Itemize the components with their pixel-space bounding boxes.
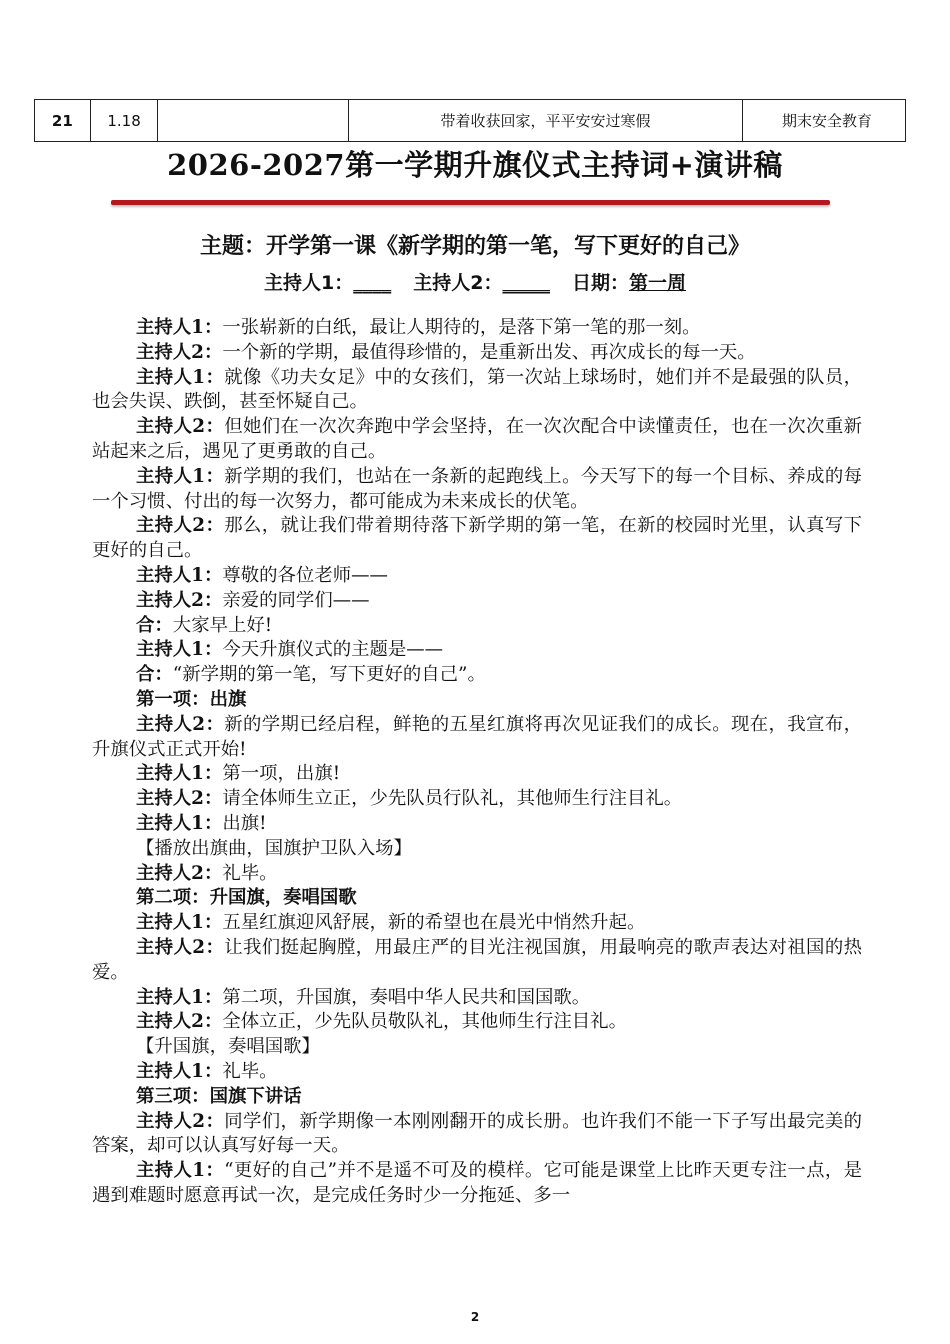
paragraph-text: 同学们，新学期像一本刚刚翻开的成长册。也许我们不能一下子写出最完美的答案，却可以认真写好每一天。 [92, 1110, 862, 1157]
script-paragraph [92, 837, 862, 862]
script-body [92, 316, 862, 1209]
speaker-label: 第二项：升国旗，奏唱国歌 [136, 887, 357, 909]
script-paragraph [92, 787, 862, 812]
paragraph-text: 一张崭新的白纸，最让人期待的，是落下第一笔的那一刻。 [222, 317, 701, 338]
speaker-label: 合： [136, 664, 173, 686]
script-paragraph [92, 514, 862, 564]
date-value: 第一周 [628, 272, 686, 294]
script-paragraph [92, 366, 862, 416]
paragraph-text: 第二项，升国旗，奏唱中华人民共和国国歌。 [222, 986, 591, 1008]
speaker-label: 主持人2： [136, 1011, 223, 1033]
speaker-label: 主持人2： [136, 515, 225, 537]
page-number: 2 [470, 1310, 480, 1324]
paragraph-text: 新学期的我们，也站在一条新的起跑线上。今天写下的每一个目标、养成的每一个习惯、付出的每一次努力，都可能成为未来成长的伏笔。 [92, 465, 862, 512]
topic-cell: 期末安全教育 [743, 100, 906, 142]
hosts-line [0, 268, 950, 295]
host1-label: 主持人1： [264, 272, 354, 294]
table-row [35, 100, 906, 142]
script-paragraph [92, 341, 862, 366]
speaker-label: 主持人1： [136, 986, 223, 1008]
paragraph-text: 尊敬的各位老师—— [222, 564, 388, 586]
script-paragraph [92, 986, 862, 1011]
script-paragraph [92, 564, 862, 589]
script-paragraph [92, 886, 862, 911]
paragraph-text: 第一项，出旗! [222, 763, 341, 785]
speaker-label: 主持人1： [136, 763, 223, 785]
script-paragraph [92, 688, 862, 713]
speaker-label: 主持人1： [136, 465, 225, 487]
speaker-label: 第三项：国旗下讲话 [136, 1085, 302, 1107]
paragraph-text: 全体立正，少先队员敬队礼，其他师生行注目礼。 [222, 1011, 627, 1033]
script-paragraph [92, 638, 862, 663]
paragraph-text: 那么，就让我们带着期待落下新学期的第一笔，在新的校园时光里，认真写下更好的自己。 [92, 515, 862, 562]
speaker-label: 主持人1： [136, 564, 223, 586]
script-paragraph [92, 1159, 862, 1209]
title-divider [111, 200, 830, 205]
speaker-label: 主持人2： [136, 589, 223, 611]
script-paragraph [92, 1085, 862, 1110]
speaker-label: 主持人1： [136, 1060, 223, 1082]
speaker-label: 主持人2： [136, 936, 225, 958]
script-paragraph [92, 589, 862, 614]
script-paragraph [92, 862, 862, 887]
paragraph-text: 请全体师生立正，少先队员行队礼，其他师生行注目礼。 [222, 788, 683, 810]
paragraph-text: 亲爱的同学们—— [222, 589, 370, 611]
document-subtitle: 主题：开学第一课《新学期的第一笔，写下更好的自己》 [199, 234, 750, 259]
speaker-label: 主持人1： [136, 317, 223, 338]
paragraph-text: “更好的自己”并不是遥不可及的模样。它可能是课堂上比昨天更专注一点，是遇到难题时愿意再试一次，是完成任务时少一分拖延、多一 [92, 1160, 863, 1206]
speaker-label: 主持人1： [136, 1160, 225, 1182]
schedule-table-row [34, 99, 906, 142]
script-paragraph [92, 713, 862, 763]
script-paragraph [92, 911, 862, 936]
speaker-label: 主持人1： [136, 366, 225, 388]
paragraph-text: 【升国旗，奏唱国歌】 [136, 1036, 320, 1058]
paragraph-text: 就像《功夫女足》中的女孩们，第一次站上球场时，她们并不是最强的队员，也会失误、跌倒，甚至怀疑自己。 [92, 366, 862, 413]
script-paragraph [92, 1060, 862, 1085]
paragraph-text: 出旗! [222, 812, 267, 834]
paragraph-text: 一个新的学期，最值得珍惜的，是重新出发、再次成长的每一天。 [222, 341, 756, 363]
speaker-label: 主持人2： [136, 713, 225, 735]
speaker-label: 第一项：出旗 [136, 688, 247, 710]
script-paragraph [92, 762, 862, 787]
speaker-label: 主持人2： [136, 788, 223, 810]
date-label: 日期： [571, 272, 629, 294]
script-paragraph [92, 316, 862, 341]
speaker-label: 主持人2： [136, 862, 223, 884]
host1-blank: ____ [353, 272, 392, 294]
speaker-label: 主持人2： [136, 1110, 225, 1132]
paragraph-text: 但她们在一次次奔跑中学会坚持，在一次次配合中读懂责任，也在一次次重新站起来之后，遇见了更勇敢的自己。 [92, 416, 862, 462]
speaker-label: 主持人2： [136, 341, 223, 363]
script-paragraph [92, 812, 862, 837]
speaker-label: 合： [136, 614, 173, 636]
speaker-label: 主持人1： [136, 639, 223, 661]
host2-label: 主持人2： [413, 272, 503, 294]
speaker-label: 主持人1： [136, 812, 223, 834]
script-paragraph [92, 1110, 862, 1160]
speaker-label: 主持人2： [136, 416, 225, 438]
paragraph-text: 【播放出旗曲，国旗护卫队入场】 [136, 837, 412, 859]
paragraph-text: 新的学期已经启程，鲜艳的五星红旗将再次见证我们的成长。现在，我宣布，升旗仪式正式开始! [92, 713, 862, 760]
blank-cell [158, 100, 349, 142]
paragraph-text: 大家早上好! [172, 614, 273, 636]
script-paragraph [92, 415, 862, 465]
week-number-cell: 21 [35, 100, 91, 142]
theme-cell: 带着收获回家，平平安安过寒假 [348, 100, 742, 142]
paragraph-text: 今天升旗仪式的主题是—— [222, 639, 444, 661]
document-title: 2026-2027第一学期升旗仪式主持词+演讲稿 [167, 148, 783, 182]
host2-blank: _____ [502, 272, 550, 294]
script-paragraph [92, 465, 862, 515]
paragraph-text: 五星红旗迎风舒展，新的希望也在晨光中悄然升起。 [222, 912, 646, 934]
date-cell: 1.18 [90, 100, 158, 142]
script-paragraph [92, 614, 862, 639]
script-paragraph [92, 1010, 862, 1035]
speaker-label: 主持人1： [136, 912, 223, 934]
script-paragraph [92, 663, 862, 688]
paragraph-text: 礼毕。 [222, 1060, 278, 1082]
paragraph-text: “新学期的第一笔，写下更好的自己”。 [172, 664, 486, 686]
paragraph-text: 礼毕。 [222, 862, 278, 884]
script-paragraph [92, 1035, 862, 1060]
paragraph-text: 让我们挺起胸膛，用最庄严的目光注视国旗，用最响亮的歌声表达对祖国的热爱。 [92, 936, 862, 983]
script-paragraph [92, 936, 862, 986]
